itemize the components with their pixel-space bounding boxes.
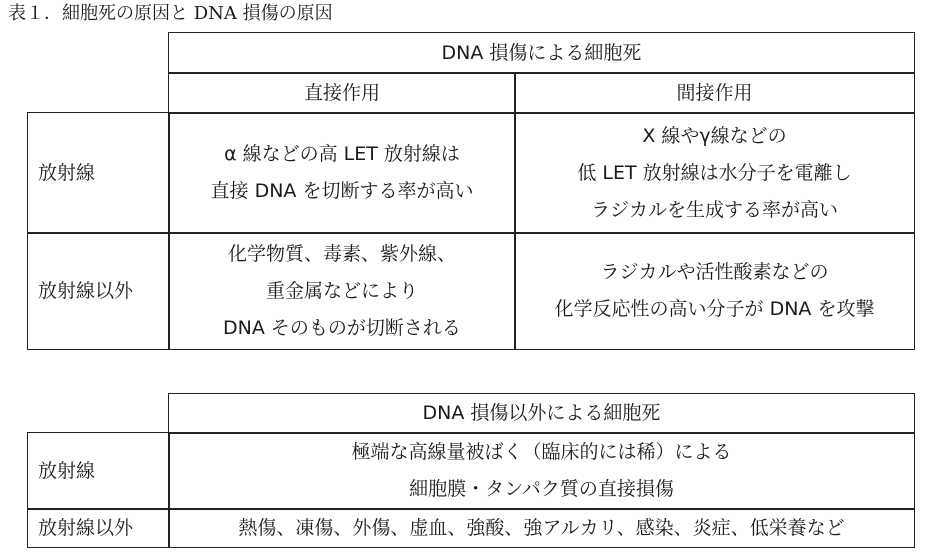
cell-line: X 線やγ線などの	[642, 124, 787, 147]
row-label-radiation	[27, 112, 170, 234]
table-caption: 表１．細胞死の原因と DNA 損傷の原因	[8, 3, 333, 24]
row-label-non-radiation	[27, 508, 170, 548]
cell-line: 化学反応性の高い分子が DNA を攻撃	[554, 298, 875, 320]
cell-line: α 線などの高 LET 放射線は	[224, 143, 460, 165]
col-direct-header	[168, 72, 516, 114]
row-label-non-radiation	[27, 232, 170, 350]
cell-radiation-content	[168, 432, 915, 510]
cell-non-radiation-content	[168, 508, 915, 548]
cell-line: 重金属などにより	[265, 279, 418, 302]
table2-header	[168, 393, 915, 434]
col-direct-text: 直接作用	[303, 81, 380, 104]
cell-line: 直接 DNA を切断する率が高い	[210, 180, 474, 202]
row-label-radiation	[27, 432, 170, 510]
col-indirect-text: 間接作用	[676, 81, 753, 104]
cell-line: 低 LET 放射線は水分子を電離し	[577, 161, 852, 184]
cell-line: ラジカルを生成する率が高い	[590, 198, 838, 221]
cell-radiation-direct	[168, 112, 516, 234]
col-indirect-header	[514, 72, 915, 114]
cell-radiation-indirect	[514, 112, 915, 234]
table1-header-text: DNA 損傷による細胞死	[441, 41, 642, 64]
cell-non-radiation-direct	[168, 232, 516, 350]
cell-line: 細胞膜・タンパク質の直接損傷	[409, 478, 674, 500]
cell-line: 化学物質、毒素、紫外線、	[227, 242, 456, 265]
cell-line: 極端な高線量被ばく（臨床的には稀）による	[351, 441, 732, 463]
cell-non-radiation-indirect	[514, 232, 915, 350]
row-label-text: 放射線	[38, 161, 96, 184]
row-label-text: 放射線以外	[38, 516, 134, 539]
table1-header	[168, 32, 915, 74]
cell-line: DNA そのものが切断される	[223, 316, 461, 339]
row-label-text: 放射線	[38, 459, 96, 482]
table2-header-text: DNA 損傷以外による細胞死	[422, 402, 661, 424]
cell-line: ラジカルや活性酸素などの	[600, 261, 829, 283]
row-label-text: 放射線以外	[38, 279, 134, 302]
cell-line: 熱傷、凍傷、外傷、虚血、強酸、強アルカリ、感染、炎症、低栄養など	[238, 516, 845, 539]
